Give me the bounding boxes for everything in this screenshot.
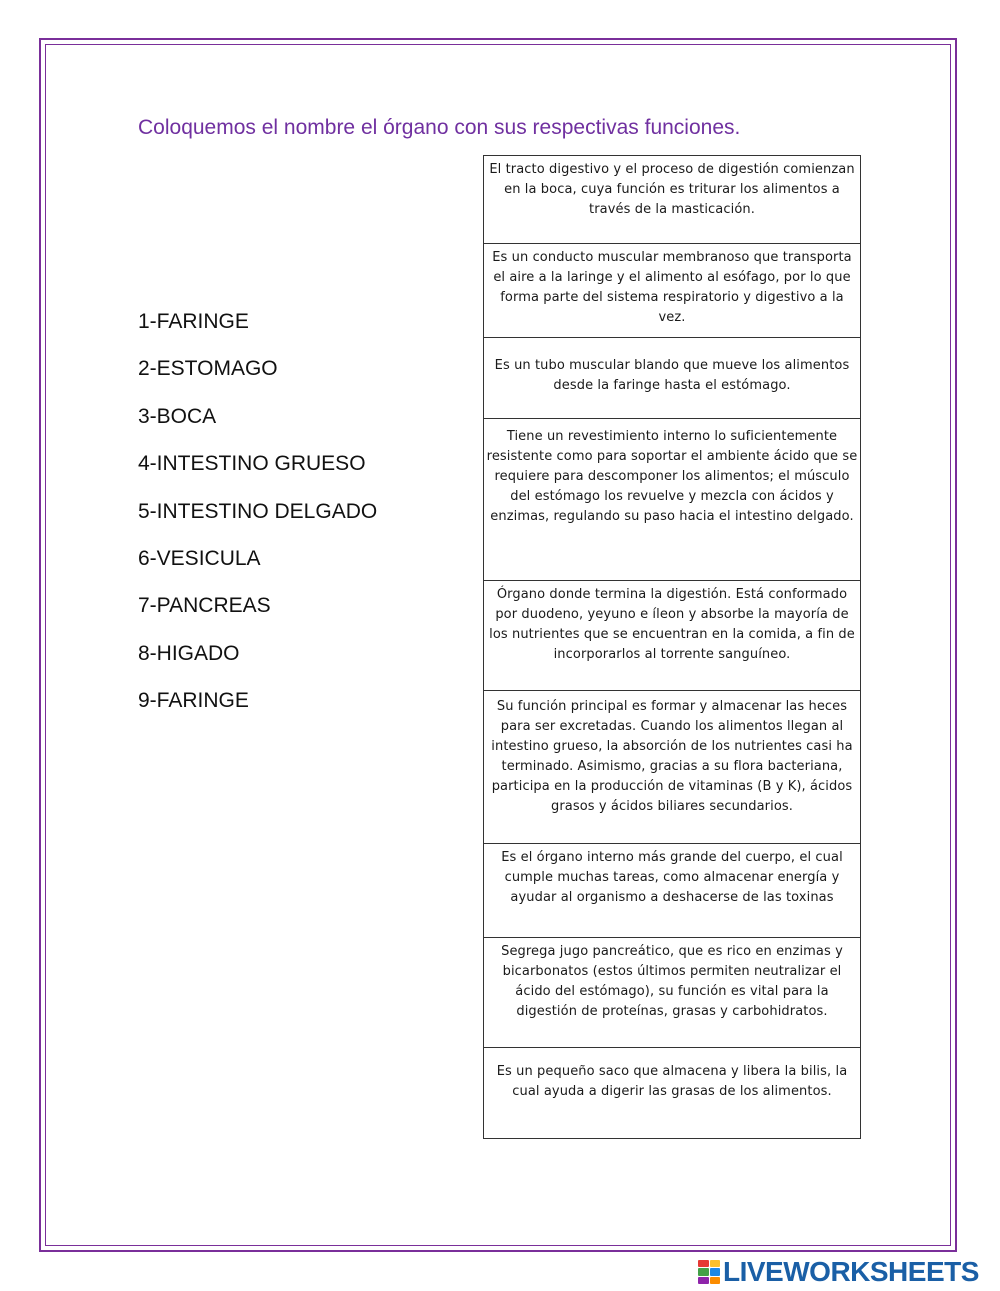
worksheet-title: Coloquemos el nombre el órgano con sus respectivas funciones. bbox=[138, 116, 741, 139]
liveworksheets-wordmark: LIVEWORKSHEETS bbox=[723, 1256, 979, 1287]
organ-item: 1-FARINGE bbox=[138, 310, 249, 333]
organ-item: 5-INTESTINO DELGADO bbox=[138, 499, 378, 523]
organ-item: 4-INTESTINO GRUESO bbox=[138, 452, 366, 476]
function-cell: Es un pequeño saco que almacena y libera la bilis, la cual ayuda a digerir las grasas de los alimentos. bbox=[484, 1047, 860, 1139]
function-cell: Es el órgano interno más grande del cuerpo, el cual cumple muchas tareas, como almacenar energía y ayudar al organismo a deshacerse de las toxinas bbox=[484, 843, 860, 937]
function-cell: Es un tubo muscular blando que mueve los alimentos desde la faringe hasta el estómago. bbox=[484, 337, 860, 418]
function-cell: El tracto digestivo y el proceso de digestión comienzan en la boca, cuya función es triturar los alimentos a través de la masticación. bbox=[484, 155, 860, 243]
function-cell: Es un conducto muscular membranoso que transporta el aire a la laringe y el alimento al esófago, por lo que forma parte del sistema respiratorio y digestivo a la vez. bbox=[484, 243, 860, 337]
function-cell: Órgano donde termina la digestión. Está conformado por duodeno, yeyuno e íleon y absorbe la mayoría de los nutrientes que se encuentran en la comida, a fin de incorporarlos al torrente sanguíneo. bbox=[484, 580, 860, 690]
organ-list bbox=[138, 305, 377, 732]
organ-item: 7-PANCREAS bbox=[138, 594, 271, 618]
liveworksheets-logo bbox=[698, 1257, 979, 1287]
organ-item: 3-BOCA bbox=[138, 404, 217, 428]
functions-table bbox=[483, 155, 861, 1139]
organ-item: 6-VESICULA bbox=[138, 546, 261, 570]
organ-item: 8-HIGADO bbox=[138, 641, 240, 665]
organ-item: 9-FARINGE bbox=[138, 689, 249, 713]
liveworksheets-badge-icon bbox=[698, 1260, 720, 1284]
function-cell: Su función principal es formar y almacenar las heces para ser excretadas. Cuando los alimentos llegan al intestino grueso, la absorción de los nutrientes casi ha terminado. Asimismo, gracias a su flora bacteriana, participa en la producción de vitaminas (B y K), ácidos grasos y ácidos biliares secundarios. bbox=[484, 690, 860, 843]
function-cell: Segrega jugo pancreático, que es rico en enzimas y bicarbonatos (estos últimos permiten neutralizar el ácido del estómago), su función es vital para la digestión de proteínas, grasas y carbohidratos. bbox=[484, 937, 860, 1047]
function-cell: Tiene un revestimiento interno lo suficientemente resistente como para soportar el ambiente ácido que se requiere para descomponer los alimentos; el músculo del estómago los revuelve y mezcla con ácidos y enzimas, regulando su paso hacia el intestino delgado. bbox=[484, 418, 860, 580]
organ-item: 2-ESTOMAGO bbox=[138, 357, 278, 381]
